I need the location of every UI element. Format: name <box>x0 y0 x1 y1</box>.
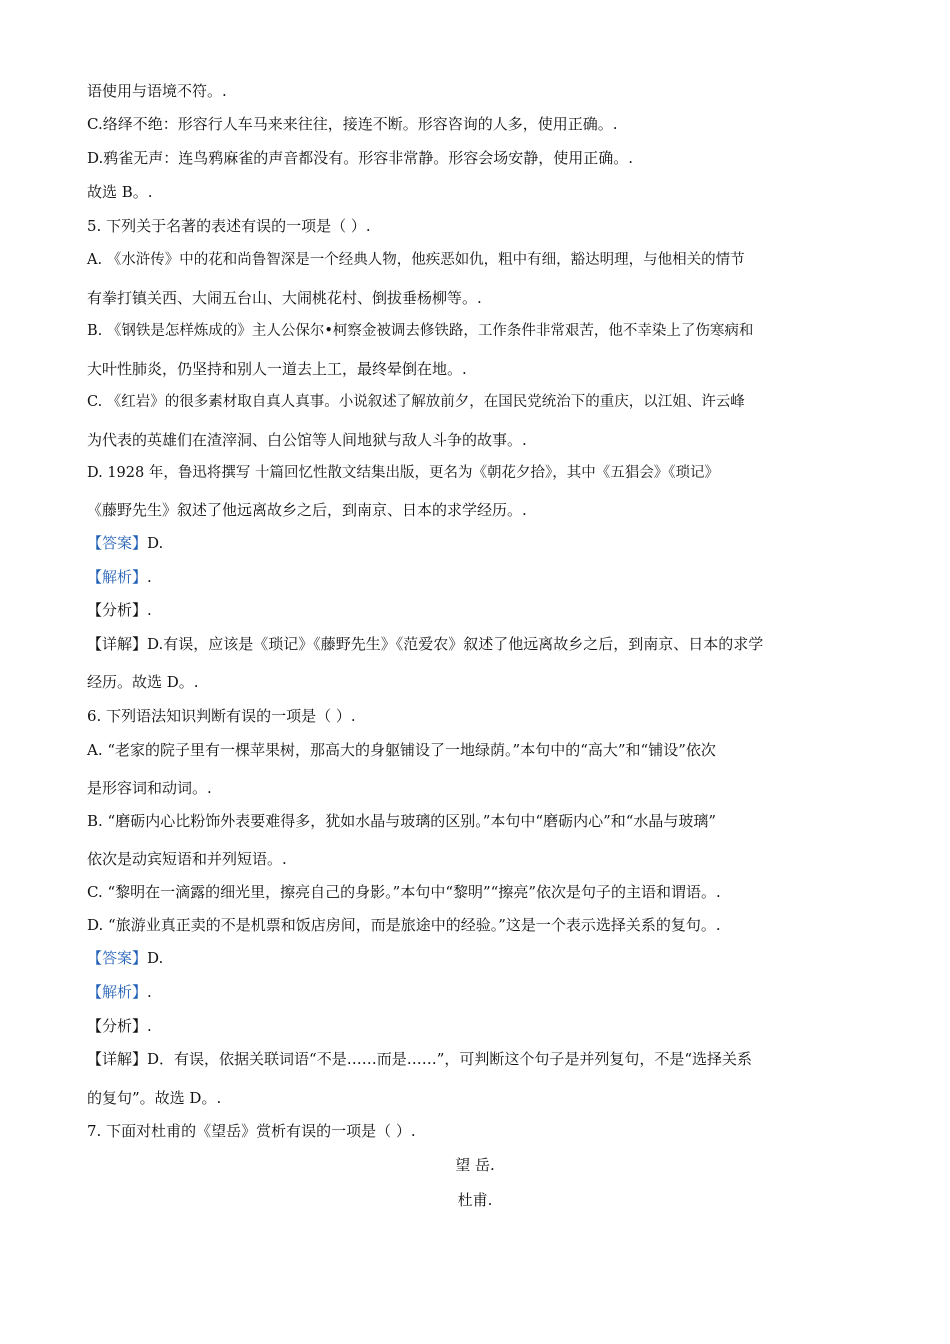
analysis-label: 【解析】 <box>87 568 148 586</box>
poem-title: 望 岳. <box>455 1156 495 1174</box>
answer-line <box>87 533 867 553</box>
text-line: 故选 B。. <box>87 183 153 201</box>
option-c: C. 《红岩》的很多素材取自真人真事。小说叙述了解放前夕，在国民党统治下的重庆，以江姐、许云峰 <box>87 394 745 410</box>
option-d: D. 1928 年，鲁迅将撰写 十篇回忆性散文结集出版，更名为《朝花夕拾》，其中《五猖会》《琐记》 <box>87 465 719 481</box>
text-line: 有拳打镇关西、大闹五台山、大闹桃花村、倒拔垂杨柳等。. <box>87 289 482 307</box>
text-line: 大叶性肺炎，仍坚持和别人一道去上工，最终晕倒在地。. <box>87 360 467 378</box>
analysis-label: 【解析】 <box>87 983 148 1001</box>
analysis-line <box>87 982 867 1002</box>
question-6-stem: 6. 下列语法知识判断有误的一项是（ ）. <box>87 707 356 725</box>
question-5-stem: 5. 下列关于名著的表述有误的一项是（ ）. <box>87 217 371 235</box>
text-line: 经历。故选 D。. <box>87 673 199 691</box>
option-a: A. 《水浒传》中的花和尚鲁智深是一个经典人物，他疾恶如仇，粗中有细，豁达明理，与他相关的情节 <box>87 252 745 268</box>
text-line: 依次是动宾短语和并列短语。. <box>87 850 287 868</box>
poem-author: 杜甫. <box>457 1191 493 1209</box>
option-a: A. “老家的院子里有一棵苹果树，那高大的身躯铺设了一地绿荫。”本句中的“高大”和“铺设”依次 <box>87 741 716 759</box>
text-line: D.鸦雀无声：连鸟鸦麻雀的声音都没有。形容非常静。形容会场安静，使用正确。. <box>87 149 634 167</box>
text-line: 《藤野先生》叙述了他远离故乡之后，到南京、日本的求学经历。. <box>87 501 527 519</box>
option-b: B. “磨砺内心比粉饰外表要难得多，犹如水晶与玻璃的区别。”本句中“磨砺内心”和“水晶与玻璃” <box>87 812 717 830</box>
text-line: 是形容词和动词。. <box>87 779 212 797</box>
option-b: B. 《钢铁是怎样炼成的》主人公保尔•柯察金被调去修铁路，工作条件非常艰苦，他不幸染上了伤寒病和 <box>87 323 754 339</box>
detail-line: 【详解】D.有误，应该是《琐记》《藤野先生》《范爱农》叙述了他远离故乡之后，到南京、日本的求学 <box>87 635 764 653</box>
answer-label: 【答案】 <box>87 534 148 552</box>
text-line: C.络绎不绝：形容行人车马来来往往，接连不断。形容咨询的人多，使用正确。. <box>87 115 618 133</box>
analysis-line <box>87 567 867 587</box>
analysis-value: . <box>147 983 152 1001</box>
text-line: 语使用与语境不符。. <box>87 82 227 100</box>
option-c: C. “黎明在一滴露的细光里，擦亮自己的身影。”本句中“黎明”“擦亮”依次是句子的主语和谓语。. <box>87 883 721 901</box>
fenxi-line: 【分析】. <box>87 1017 152 1035</box>
question-7-stem: 7. 下面对杜甫的《望岳》赏析有误的一项是（ ）. <box>87 1122 416 1140</box>
detail-line: 【详解】D．有误，依据关联词语“不是……而是……”，可判断这个句子是并列复句，不是“选择关系 <box>87 1050 753 1068</box>
answer-line <box>87 948 867 968</box>
text-line: 为代表的英雄们在渣滓洞、白公馆等人间地狱与敌人斗争的故事。. <box>87 431 527 449</box>
fenxi-line: 【分析】. <box>87 601 152 619</box>
analysis-value: . <box>147 568 152 586</box>
answer-label: 【答案】 <box>87 949 148 967</box>
answer-value: D. <box>147 534 164 552</box>
answer-value: D. <box>147 949 164 967</box>
text-line: 的复句”。故选 D。. <box>87 1089 222 1107</box>
option-d: D. “旅游业真正卖的不是机票和饭店房间，而是旅途中的经验。”这是一个表示选择关系的复句。. <box>87 916 721 934</box>
